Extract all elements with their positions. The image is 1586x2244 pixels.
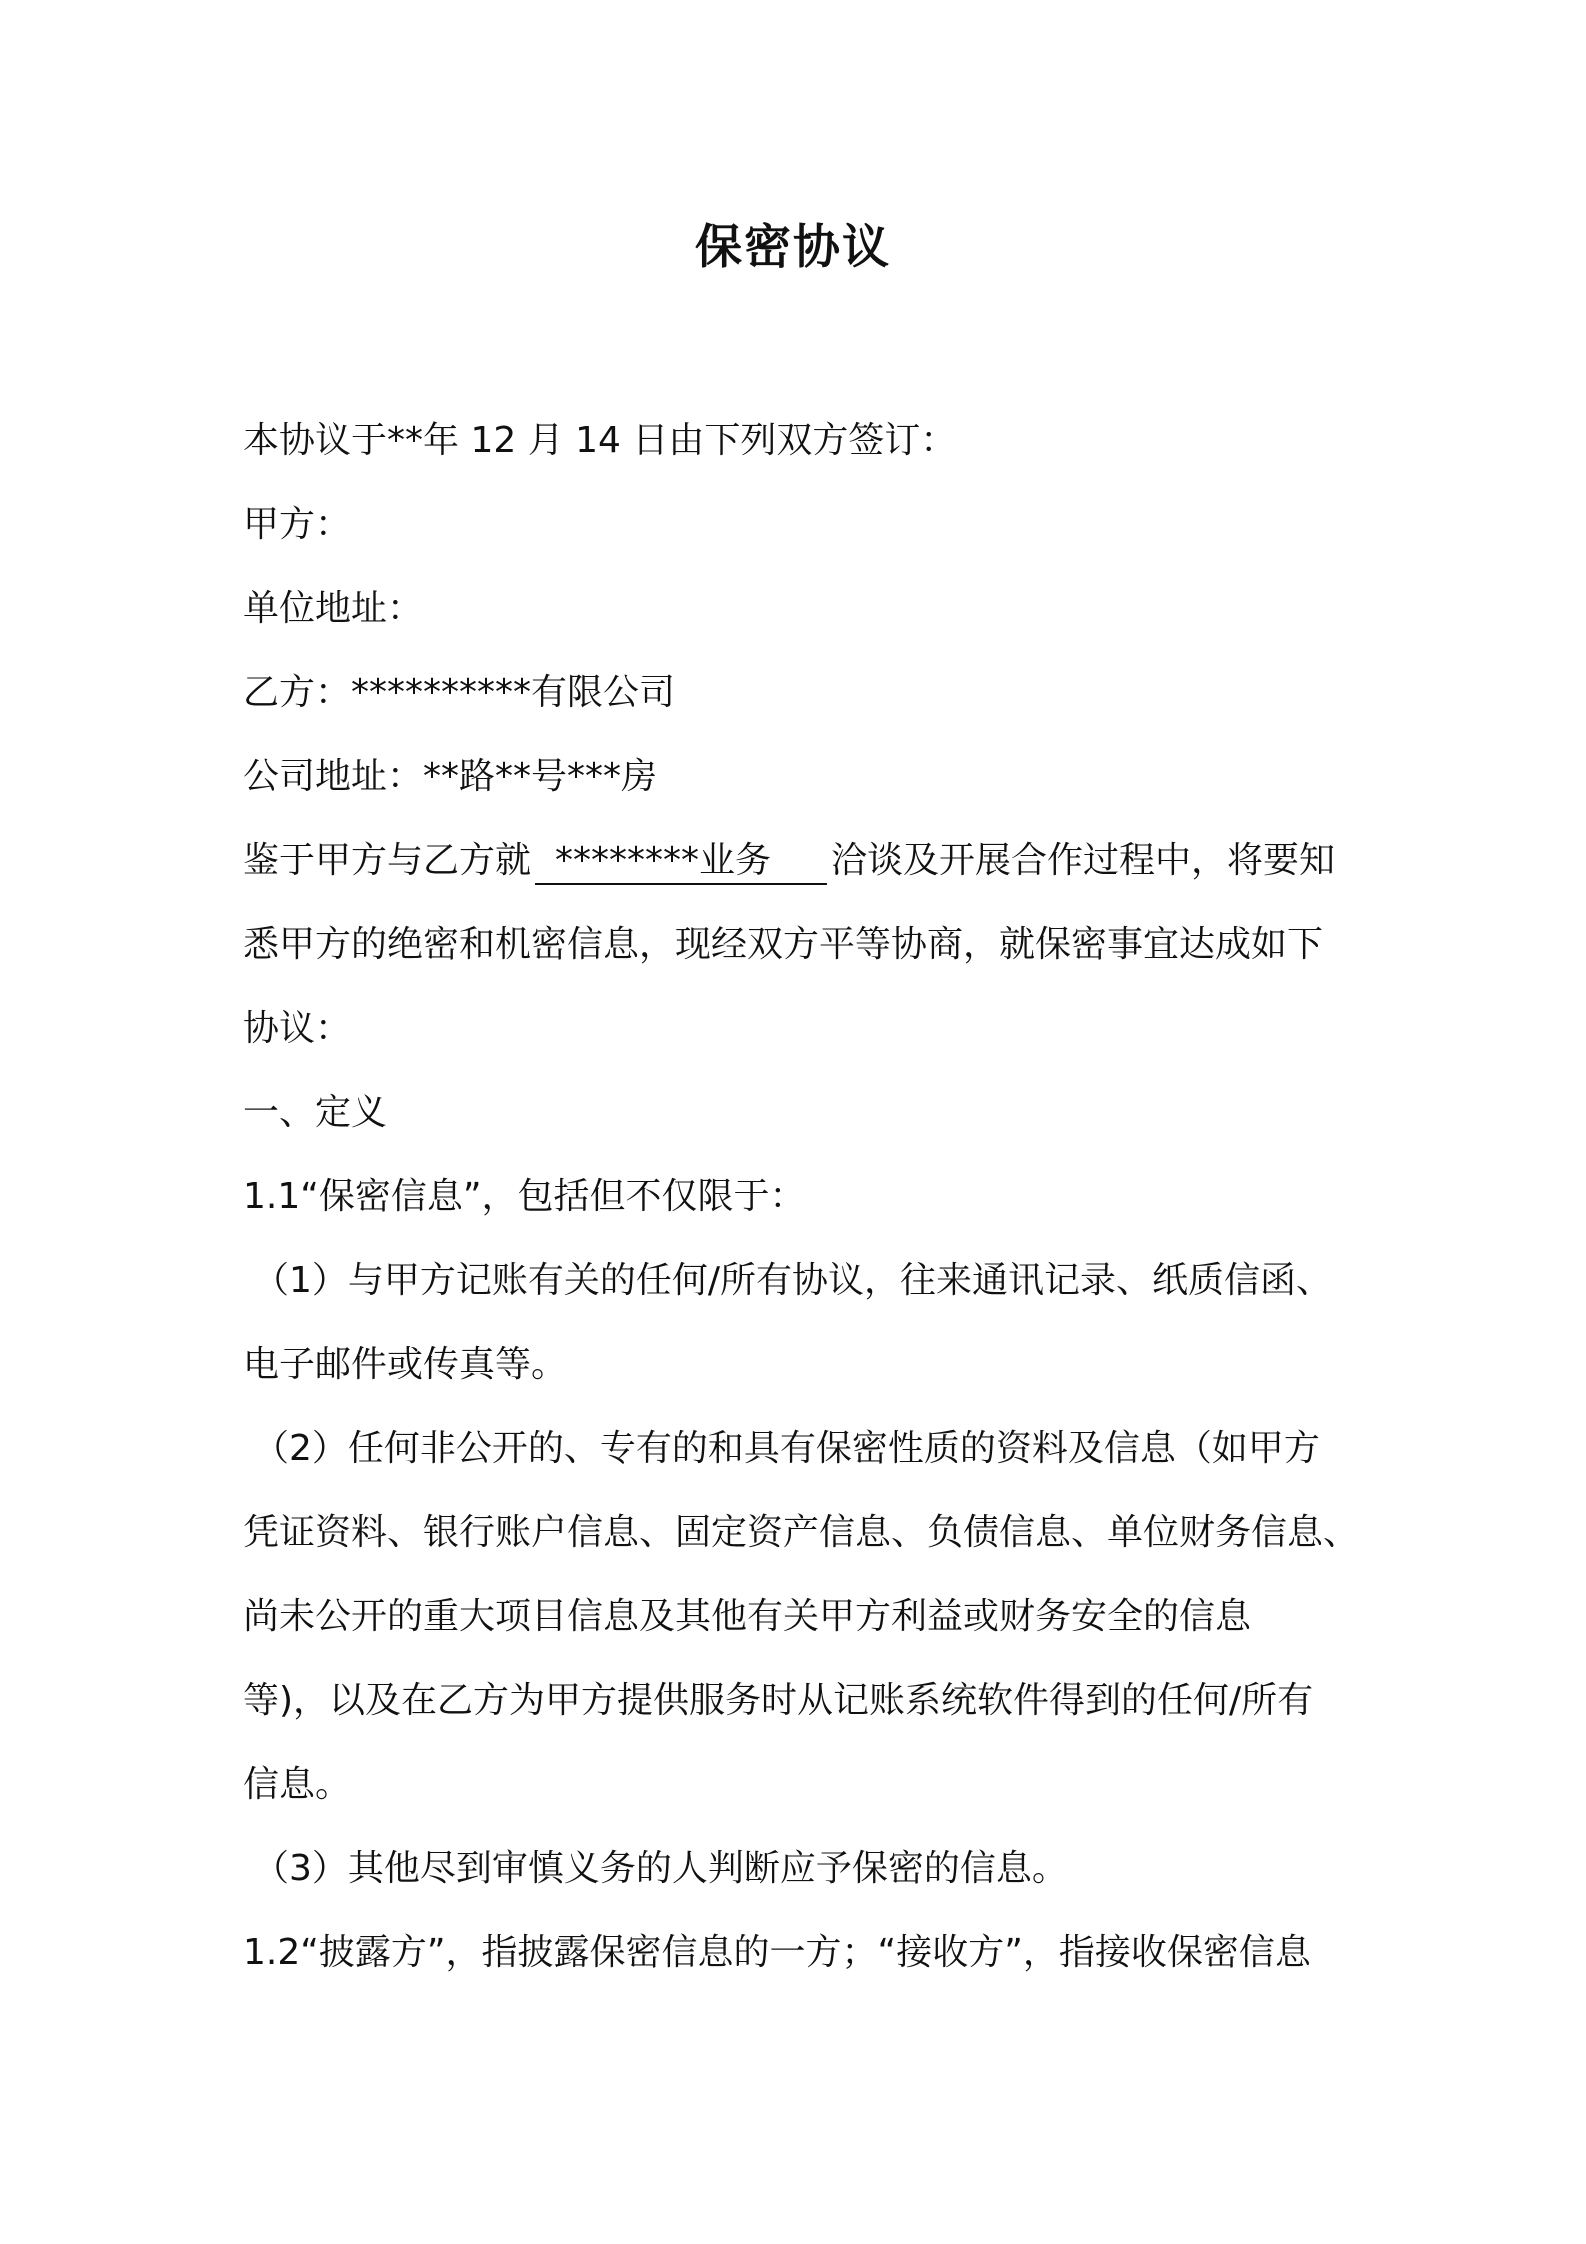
item-1-line-1: （1）与甲方记账有关的任何/所有协议，往来通讯记录、纸质信函、 [253,1260,1333,1301]
item-2-line-2: 凭证资料、银行账户信息、固定资产信息、负债信息、单位财务信息、 [243,1512,1360,1553]
whereas-line-2: 悉甲方的绝密和机密信息，现经双方平等协商，就保密事宜达成如下 [243,924,1324,965]
whereas-line-3: 协议： [243,1008,352,1049]
whereas-line-1 [243,819,1363,903]
unit-address-line: 单位地址： [243,588,424,629]
document-body [243,399,1363,1995]
item-2-line-1: （2）任何非公开的、专有的和具有保密性质的资料及信息（如甲方 [253,1428,1320,1469]
clause-1-1: 1.1“保密信息”，包括但不仅限于： [243,1176,806,1217]
item-2-line-5: 信息。 [243,1764,352,1805]
clause-1-2: 1.2“披露方”，指披露保密信息的一方；“接收方”，指接收保密信息 [243,1932,1311,1973]
company-address-line: 公司地址：**路**号***房 [243,756,658,797]
whereas-text-after: 洽谈及开展合作过程中，将要知 [831,840,1336,881]
party-a-line: 甲方： [243,504,352,545]
intro-line: 本协议于**年 12 月 14 日由下列双方签订： [243,420,957,461]
item-3-line: （3）其他尽到审慎义务的人判断应予保密的信息。 [253,1848,1068,1889]
party-b-line: 乙方：**********有限公司 [243,672,676,713]
item-2-line-3: 尚未公开的重大项目信息及其他有关甲方利益或财务安全的信息 [243,1596,1252,1637]
whereas-text-before: 鉴于甲方与乙方就 [243,840,532,881]
item-1-line-2: 电子邮件或传真等。 [243,1344,568,1385]
document-title: 保密协议 [695,220,891,275]
section-heading-definitions: 一、定义 [243,1092,388,1133]
business-blank-field: ********业务 [535,839,827,885]
item-2-line-4: 等)，以及在乙方为甲方提供服务时从记账系统软件得到的任何/所有 [243,1680,1314,1721]
